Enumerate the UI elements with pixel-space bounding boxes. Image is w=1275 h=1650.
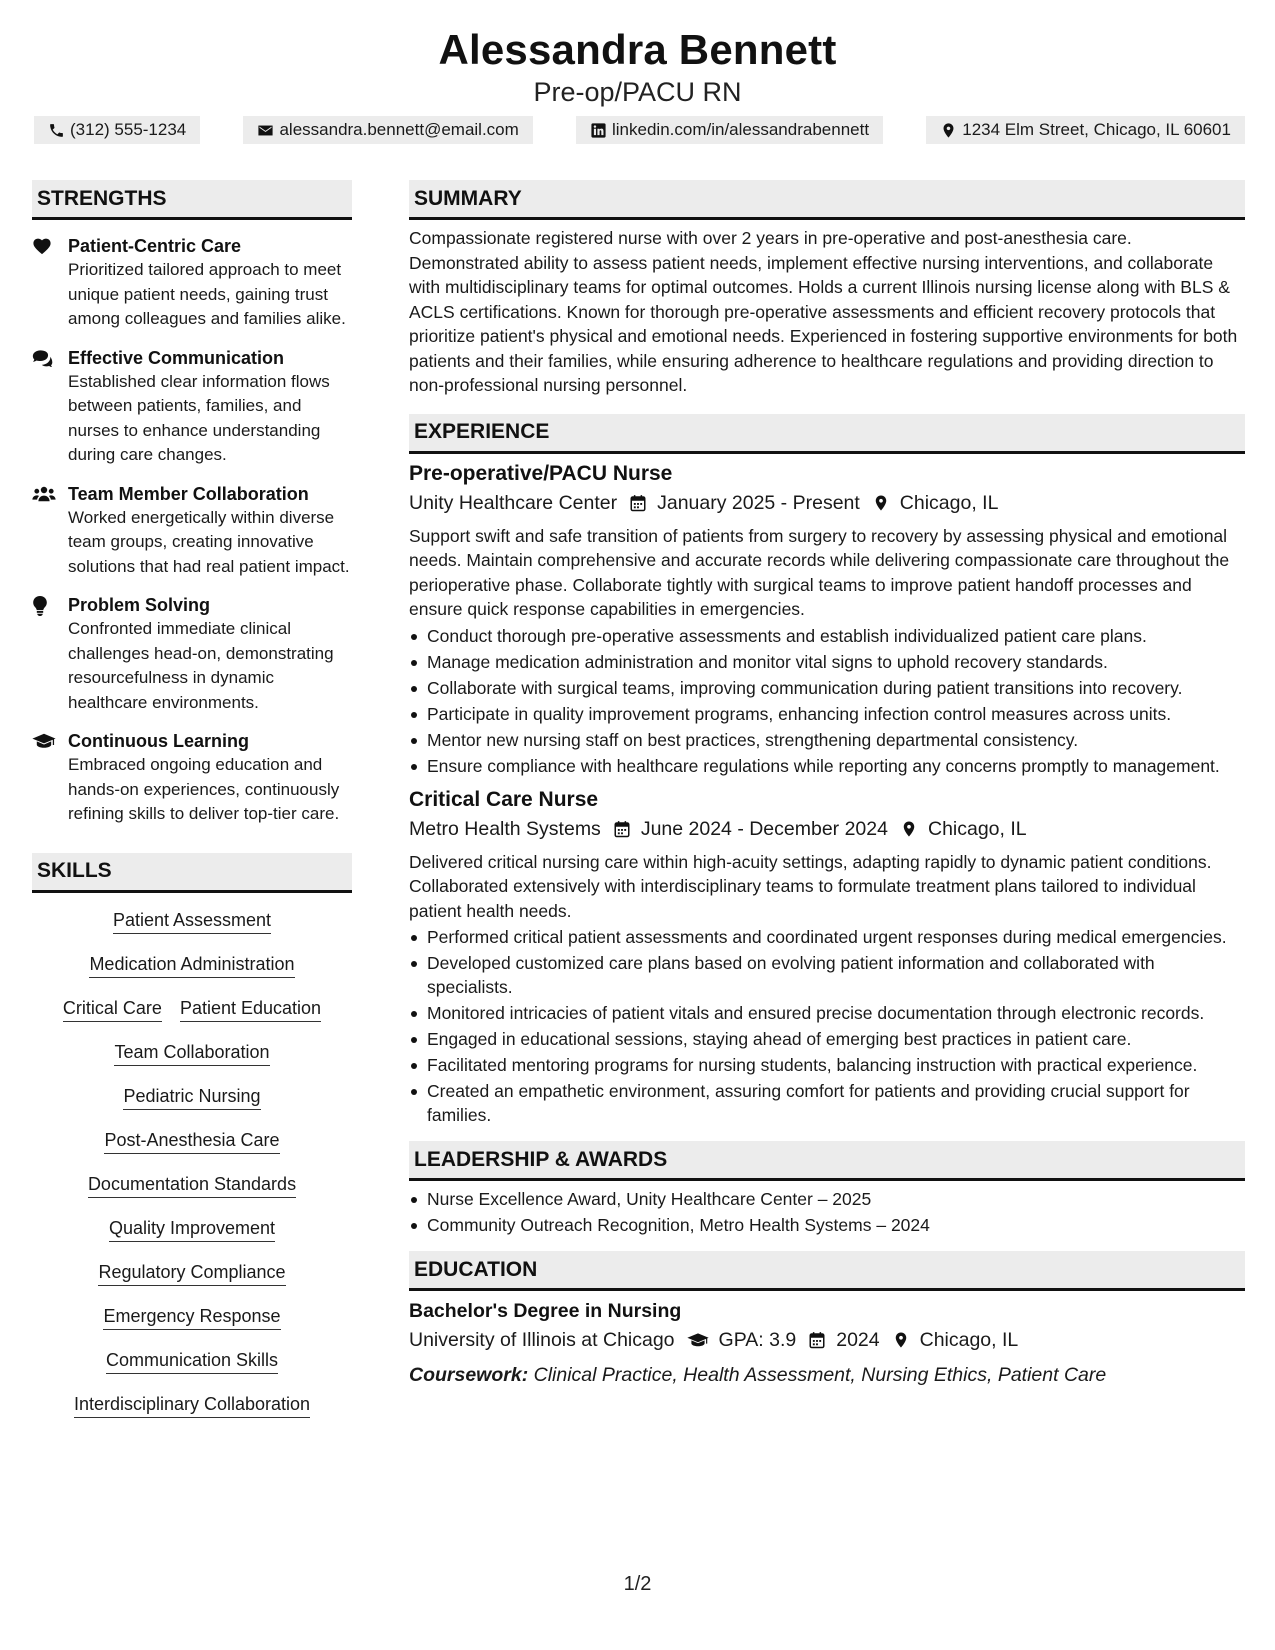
resume-header: [0, 0, 1275, 108]
school-name: University of Illinois at Chicago: [409, 1329, 675, 1351]
job-bullets: [409, 925, 1245, 1127]
job-bullets: [409, 624, 1245, 778]
envelope-icon: [257, 122, 274, 139]
job-title: Pre-operative/PACU Nurse: [409, 461, 673, 485]
strength-description: Prioritized tailored approach to meet unique patient needs, gaining trust among colleagues and families alike.: [68, 260, 346, 328]
experience-entry: [409, 460, 1245, 778]
job-meta: [409, 488, 1245, 518]
contact-address-text: 1234 Elm Street, Chicago, IL 60601: [962, 120, 1231, 139]
strength-description: Confronted immediate clinical challenges head-on, demonstrating resourcefulness in dynamic healthcare environments.: [68, 619, 334, 712]
awards-heading: LEADERSHIP & AWARDS: [409, 1141, 1245, 1181]
strength-title: Continuous Learning: [68, 731, 249, 751]
phone-icon: [48, 122, 65, 139]
coursework: [409, 1361, 1245, 1389]
skill-tag: Critical Care: [63, 997, 162, 1022]
gpa: GPA: 3.9: [718, 1329, 797, 1351]
strength-item: [32, 346, 352, 468]
experience-heading: EXPERIENCE: [409, 414, 1245, 454]
calendar-icon: [629, 494, 647, 512]
right-column: [409, 180, 1245, 1389]
skills-heading: SKILLS: [32, 853, 352, 893]
strength-title: Effective Communication: [68, 347, 285, 368]
job-description: Support swift and safe transition of patients from surgery to recovery by assessing physical and emotional needs. Maintain comprehensive and accurate records while delivering compassionate care throughout the perioperative phase. Collaborate tightly with surgical teams to improve patient handoff processes and ensure quick response capabilities in emergencies.: [409, 525, 1230, 619]
list-item: Mentor new nursing staff on best practices, strengthening departmental consistency.: [409, 728, 1245, 752]
linkedin-icon: [590, 122, 607, 139]
list-item: Collaborate with surgical teams, improving communication during patient transitions into recovery.: [409, 676, 1245, 700]
job-company: Unity Healthcare Center: [409, 491, 618, 514]
lightbulb-icon: [32, 596, 48, 616]
strength-title: Patient-Centric Care: [68, 236, 242, 256]
list-item: Performed critical patient assessments and coordinated urgent responses during medical emergencies.: [409, 925, 1245, 949]
calendar-icon: [808, 1331, 826, 1349]
page-number: 1/2: [623, 1573, 652, 1595]
contact-phone: [34, 116, 200, 144]
contact-email-text: alessandra.bennett@email.com: [279, 120, 519, 139]
graduation-cap-icon: [687, 1331, 709, 1349]
job-meta: [409, 814, 1245, 844]
strength-title: Problem Solving: [68, 595, 211, 615]
strength-description: Established clear information flows between patients, families, and nurses to enhance understanding during care changes.: [68, 371, 330, 464]
list-item: Nurse Excellence Award, Unity Healthcare Center – 2025: [409, 1187, 1245, 1211]
skill-tag: Team Collaboration: [114, 1041, 269, 1066]
calendar-icon: [613, 820, 631, 838]
coursework-list: Clinical Practice, Health Assessment, Nursing Ethics, Patient Care: [533, 1364, 1107, 1386]
graduation-year: 2024: [836, 1329, 880, 1351]
map-marker-icon: [892, 1331, 910, 1349]
map-marker-icon: [872, 494, 890, 512]
skill-tag: Quality Improvement: [109, 1217, 275, 1242]
list-item: Participate in quality improvement programs, enhancing infection control measures across units.: [409, 702, 1245, 726]
contact-bar: [34, 116, 1245, 144]
strength-description: Worked energetically within diverse team groups, creating innovative solutions that had real patient impact.: [68, 507, 350, 576]
skill-tag: Documentation Standards: [88, 1173, 296, 1198]
job-dates: June 2024 - December 2024: [640, 817, 888, 840]
job-location: Chicago, IL: [927, 817, 1027, 840]
job-title: Critical Care Nurse: [409, 787, 599, 811]
skill-tag: Regulatory Compliance: [98, 1261, 285, 1286]
list-item: Engaged in educational sessions, staying ahead of emerging best practices in patient care.: [409, 1027, 1245, 1051]
strengths-heading: STRENGTHS: [32, 180, 352, 220]
strength-item: [32, 729, 352, 827]
graduation-cap-icon: [32, 732, 56, 750]
skill-tag: Interdisciplinary Collaboration: [74, 1393, 310, 1418]
strength-item: [32, 593, 352, 715]
summary-text: Compassionate registered nurse with over 2 years in pre-operative and post-anesthesia care. Demonstrated ability to assess patient needs, implement effective nursing interventions, and collaborate with multidisciplinary teams for optimal outcomes. Holds a current Illinois nursing license along with BLS & ACLS certifications. Known for thorough pre-operative assessments and efficient recovery protocols that prioritize patient's physical and emotional needs. Experienced in fostering supportive environments for both patients and their families, while ensuring adherence to healthcare regulations and providing direction to non-professional nursing personnel.: [409, 228, 1238, 395]
education-meta: [409, 1325, 1245, 1355]
strength-item: [32, 234, 352, 332]
contact-phone-text: (312) 555-1234: [70, 120, 187, 139]
strength-title: Team Member Collaboration: [68, 483, 309, 504]
job-company: Metro Health Systems: [409, 817, 601, 840]
skill-tag: Patient Assessment: [113, 909, 271, 934]
awards-list: [409, 1187, 1245, 1237]
contact-email: [243, 116, 532, 144]
list-item: Ensure compliance with healthcare regulations while reporting any concerns promptly to management.: [409, 754, 1245, 778]
school-location: Chicago, IL: [919, 1329, 1019, 1351]
left-column: [32, 180, 352, 1437]
map-marker-icon: [900, 820, 918, 838]
skill-tag: Post-Anesthesia Care: [104, 1129, 279, 1154]
comments-icon: [32, 349, 54, 367]
strength-description: Embraced ongoing education and hands-on experiences, continuously refining skills to deliver top-tier care.: [68, 755, 340, 823]
skill-tag: Patient Education: [180, 997, 321, 1022]
list-item: Manage medication administration and monitor vital signs to uphold recovery standards.: [409, 650, 1245, 674]
list-item: Created an empathetic environment, assuring comfort for patients and providing crucial support for families.: [409, 1079, 1245, 1127]
job-description: Delivered critical nursing care within high-acuity settings, adapting rapidly to dynamic patient conditions. Collaborated extensively with interdisciplinary teams to formulate treatment plans tailored to individual patient health needs.: [409, 851, 1212, 921]
contact-linkedin: [576, 116, 883, 144]
skill-tag: Communication Skills: [106, 1349, 278, 1374]
summary-heading: SUMMARY: [409, 180, 1245, 220]
heart-icon: [32, 237, 52, 255]
list-item: Community Outreach Recognition, Metro Health Systems – 2024: [409, 1213, 1245, 1237]
job-location: Chicago, IL: [899, 491, 999, 514]
strength-item: [32, 482, 352, 580]
list-item: Facilitated mentoring programs for nursing students, balancing instruction with practical experience.: [409, 1053, 1245, 1077]
candidate-role: Pre-op/PACU RN: [533, 77, 742, 107]
users-icon: [32, 485, 56, 503]
degree-title: Bachelor's Degree in Nursing: [409, 1300, 682, 1322]
skill-tag: Pediatric Nursing: [123, 1085, 260, 1110]
list-item: Monitored intricacies of patient vitals and ensured precise documentation through electronic records.: [409, 1001, 1245, 1025]
coursework-label: Coursework:: [409, 1364, 529, 1386]
candidate-name: Alessandra Bennett: [438, 26, 837, 73]
contact-address: [926, 116, 1245, 144]
map-marker-icon: [940, 122, 957, 139]
skill-tag: Medication Administration: [89, 953, 294, 978]
education-heading: EDUCATION: [409, 1251, 1245, 1291]
contact-linkedin-text: linkedin.com/in/alessandrabennett: [612, 120, 870, 139]
experience-entry: [409, 786, 1245, 1128]
job-dates: January 2025 - Present: [657, 491, 860, 514]
list-item: Developed customized care plans based on evolving patient information and collaborated with specialists.: [409, 951, 1245, 999]
list-item: Conduct thorough pre-operative assessments and establish individualized patient care plans.: [409, 624, 1245, 648]
skill-tag: Emergency Response: [103, 1305, 280, 1330]
skills-list: [32, 909, 352, 1418]
